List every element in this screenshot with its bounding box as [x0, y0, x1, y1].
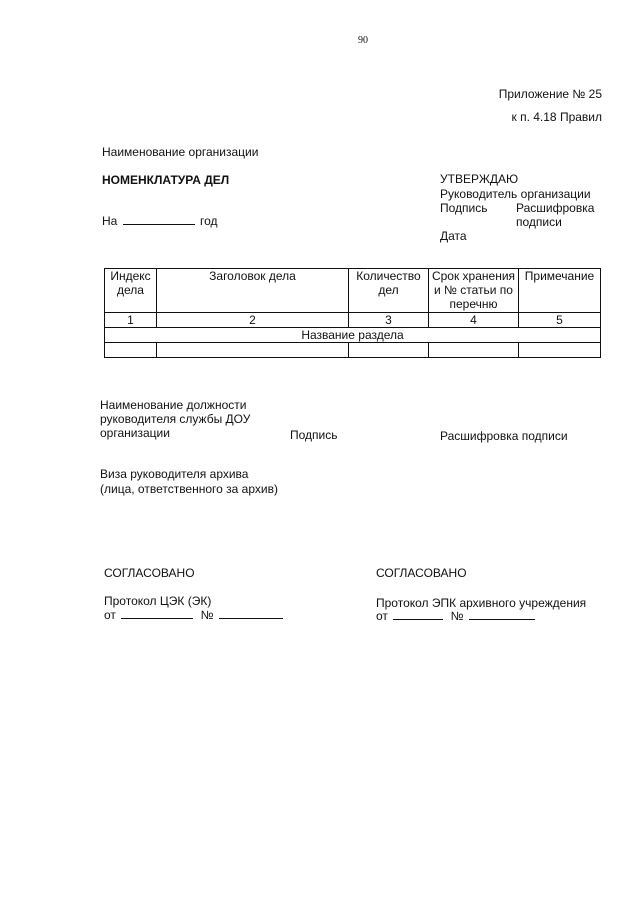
agreed-left-date-line [104, 608, 283, 622]
header-index: Индекс дела [105, 269, 157, 313]
table-header-row [105, 269, 601, 313]
agreed-left-from: от [104, 608, 116, 622]
column-number: 1 [105, 313, 157, 328]
appendix-reference: к п. 4.18 Правил [511, 110, 602, 124]
nomenclature-table [104, 268, 601, 358]
agreed-left-date-blank [121, 617, 193, 619]
year-line [102, 214, 218, 228]
agreed-right-title: СОГЛАСОВАНО [376, 566, 467, 580]
approve-title: УТВЕРЖДАЮ [440, 172, 519, 186]
agreed-right-protocol: Протокол ЭПК архивного учреждения [376, 596, 587, 610]
page-number: 90 [358, 35, 368, 46]
document-title: НОМЕНКЛАТУРА ДЕЛ [102, 173, 230, 187]
section-name: Название раздела [105, 328, 601, 343]
approve-head: Руководитель организации [440, 187, 591, 201]
table-cell [519, 343, 601, 358]
table-row [105, 343, 601, 358]
position-line3: организации [100, 426, 170, 440]
footer-signature: Подпись [290, 428, 338, 442]
position-line1: Наименование должности [100, 398, 247, 412]
footer-decoding: Расшифровка подписи [440, 429, 568, 443]
agreed-right-date-blank [393, 618, 443, 620]
header-note: Примечание [519, 269, 601, 313]
table-cell [349, 343, 429, 358]
organization-name-label: Наименование организации [102, 145, 259, 159]
agreed-left-title: СОГЛАСОВАНО [104, 566, 195, 580]
agreed-right-number-blank [469, 618, 535, 620]
header-title: Заголовок дела [157, 269, 349, 313]
position-line2: руководителя службы ДОУ [100, 412, 251, 426]
header-quantity: Количество дел [349, 269, 429, 313]
column-number: 4 [429, 313, 519, 328]
column-number: 3 [349, 313, 429, 328]
header-retention: Срок хранения и № статьи по перечню [429, 269, 519, 313]
agreed-right-from: от [376, 609, 388, 623]
agreed-left-protocol: Протокол ЦЭК (ЭК) [104, 594, 212, 608]
column-number: 5 [519, 313, 601, 328]
agreed-right-date-line [376, 609, 535, 623]
approve-date: Дата [440, 229, 467, 243]
approve-decoding-line2: подписи [516, 215, 562, 229]
agreed-left-num: № [200, 608, 214, 622]
year-blank [123, 223, 195, 225]
table-cell [105, 343, 157, 358]
year-suffix: год [200, 214, 218, 228]
table-section-row [105, 328, 601, 343]
year-prefix: На [102, 214, 118, 228]
column-number: 2 [157, 313, 349, 328]
agreed-left-number-blank [219, 617, 283, 619]
approve-signature: Подпись [440, 201, 488, 215]
table-cell [157, 343, 349, 358]
archive-visa-line1: Виза руководителя архива [100, 467, 249, 481]
appendix-title: Приложение № 25 [498, 87, 602, 101]
approve-decoding-line1: Расшифровка [516, 201, 595, 215]
agreed-right-num: № [450, 609, 464, 623]
table-numbers-row [105, 313, 601, 328]
table-cell [429, 343, 519, 358]
archive-visa-line2: (лица, ответственного за архив) [100, 482, 278, 496]
